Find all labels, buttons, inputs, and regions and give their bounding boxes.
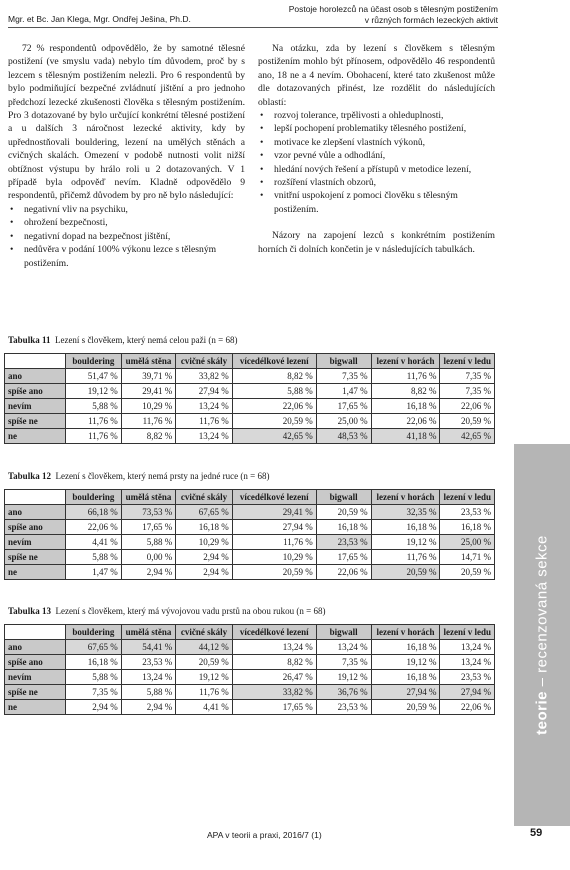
table-cell: 16,18 % [176, 520, 232, 535]
bullet-icon: • [10, 203, 14, 215]
table-cell: 25,00 % [440, 535, 495, 550]
table-corner-cell [5, 490, 66, 505]
table-cell: 13,24 % [176, 429, 232, 444]
row-label: nevím [5, 670, 66, 685]
table-cell: 11,76 % [371, 550, 440, 565]
list-item-text: rozvoj tolerance, trpělivosti a ohleduplnosti, [274, 110, 444, 122]
table-cell: 23,53 % [316, 700, 371, 715]
table-cell: 5,88 % [66, 670, 122, 685]
row-label: spíše ano [5, 520, 66, 535]
table-cell: 16,18 % [316, 520, 371, 535]
table-cell: 20,59 % [176, 655, 232, 670]
bullet-list-reasons [8, 203, 245, 270]
table-header-row [5, 490, 495, 505]
table-cell: 22,06 % [66, 520, 122, 535]
data-table-11 [4, 353, 495, 444]
sidebar-word-theory: teorie [533, 691, 551, 735]
table-row [5, 399, 495, 414]
table-cell: 5,88 % [66, 550, 122, 565]
table-cell: 73,53 % [121, 505, 176, 520]
column-header: cvičné skály [176, 625, 232, 640]
column-header: umělá stěna [121, 625, 176, 640]
table-cell: 22,06 % [371, 414, 440, 429]
table-cell: 11,76 % [371, 369, 440, 384]
row-label: spíše ano [5, 655, 66, 670]
bullet-icon: • [260, 190, 264, 202]
table-cell: 5,88 % [66, 399, 122, 414]
table-cell: 2,94 % [66, 700, 122, 715]
table-cell: 39,71 % [121, 369, 176, 384]
footer-journal: APA v teorii a praxi, 2016/7 (1) [207, 830, 322, 840]
table-cell: 16,18 % [371, 640, 440, 655]
row-label: spíše ne [5, 414, 66, 429]
table-cell: 10,29 % [176, 535, 232, 550]
column-header: umělá stěna [121, 354, 176, 369]
body-paragraph: Na otázku, zda by lezení s člověkem s tělesným postižením mohlo být přínosem, odpovědělo 46 respondentů ano, 18 ne a 4 nevím. Obohacení, které tato zkušenost může dle dotazovaných přinést, lze rozdělit do následujících oblastí: [258, 43, 495, 108]
table-caption [8, 471, 269, 481]
row-label: ano [5, 640, 66, 655]
table-cell: 27,94 % [232, 520, 316, 535]
row-label: nevím [5, 535, 66, 550]
body-paragraph: Názory na zapojení lezců s konkrétním postižením horních či dolních končetin je v následujících tabulkách. [258, 230, 495, 255]
column-header: bigwall [316, 354, 371, 369]
table-cell: 8,82 % [232, 369, 316, 384]
list-item [258, 176, 495, 189]
table-cell: 13,24 % [316, 640, 371, 655]
column-header: lezení v horách [371, 490, 440, 505]
column-header: bouldering [66, 354, 122, 369]
table-row [5, 700, 495, 715]
table-cell: 10,29 % [121, 399, 176, 414]
section-sidebar-label [534, 535, 551, 735]
header-rule [8, 27, 498, 28]
table-row [5, 565, 495, 580]
column-header: cvičné skály [176, 354, 232, 369]
table-cell: 11,76 % [232, 535, 316, 550]
row-label: spíše ano [5, 384, 66, 399]
table-cell: 16,18 % [66, 655, 122, 670]
list-item [8, 216, 245, 229]
column-header: bouldering [66, 625, 122, 640]
table-cell: 22,06 % [316, 565, 371, 580]
table-row [5, 505, 495, 520]
table-cell: 2,94 % [176, 565, 232, 580]
list-item-text: rozšíření vlastních obzorů, [274, 177, 377, 189]
bullet-icon: • [260, 123, 264, 135]
table-corner-cell [5, 354, 66, 369]
table-cell: 16,18 % [371, 670, 440, 685]
table-cell: 17,65 % [232, 700, 316, 715]
table-cell: 42,65 % [232, 429, 316, 444]
table-cell: 20,59 % [371, 565, 440, 580]
column-header: lezení v ledu [440, 490, 495, 505]
table-cell: 13,24 % [440, 640, 495, 655]
column-header: lezení v horách [371, 625, 440, 640]
table-cell: 29,41 % [121, 384, 176, 399]
table-cell: 2,94 % [121, 700, 176, 715]
table-cell: 44,12 % [176, 640, 232, 655]
table-cell: 41,18 % [371, 429, 440, 444]
column-header: vícedélkové lezení [232, 625, 316, 640]
table-cell: 7,35 % [316, 369, 371, 384]
sidebar-dash: – [533, 672, 551, 692]
table-cell: 25,00 % [316, 414, 371, 429]
table-cell: 23,53 % [440, 505, 495, 520]
table-cell: 4,41 % [66, 535, 122, 550]
table-cell: 22,06 % [440, 700, 495, 715]
table-cell: 42,65 % [440, 429, 495, 444]
table-cell: 17,65 % [316, 399, 371, 414]
table-cell: 11,76 % [66, 414, 122, 429]
row-label: ne [5, 700, 66, 715]
table-cell: 16,18 % [371, 520, 440, 535]
page-number: 59 [530, 827, 543, 839]
table-cell: 2,94 % [121, 565, 176, 580]
row-label: ano [5, 369, 66, 384]
list-item-text: lepší pochopení problematiky tělesného postižení, [274, 123, 467, 135]
table-cell: 29,41 % [232, 505, 316, 520]
table-cell: 0,00 % [121, 550, 176, 565]
table-row [5, 640, 495, 655]
table-cell: 20,59 % [232, 414, 316, 429]
list-item [8, 243, 245, 270]
table-row [5, 685, 495, 700]
sidebar-word-reviewed: recenzovaná sekce [533, 535, 551, 673]
column-header: lezení v ledu [440, 625, 495, 640]
table-cell: 13,24 % [440, 655, 495, 670]
table-header-row [5, 354, 495, 369]
table-cell: 2,94 % [176, 550, 232, 565]
table-cell: 8,82 % [232, 655, 316, 670]
table-cell: 27,94 % [440, 685, 495, 700]
column-header: bigwall [316, 625, 371, 640]
list-item-text: hledání nových řešení a přístupů v metodice lezení, [274, 163, 472, 175]
table-cell: 5,88 % [232, 384, 316, 399]
bullet-icon: • [260, 136, 264, 148]
table-cell: 51,47 % [66, 369, 122, 384]
column-header: umělá stěna [121, 490, 176, 505]
table-cell: 54,41 % [121, 640, 176, 655]
table-corner-cell [5, 625, 66, 640]
table-caption-text: Lezení s člověkem, který má vývojovou vadu prstů na obou rukou (n = 68) [55, 606, 326, 616]
column-header: bigwall [316, 490, 371, 505]
list-item [258, 109, 495, 122]
row-label: ne [5, 429, 66, 444]
table-cell: 5,88 % [121, 535, 176, 550]
table-cell: 5,88 % [121, 685, 176, 700]
column-header: vícedélkové lezení [232, 354, 316, 369]
table-cell: 27,94 % [176, 384, 232, 399]
table-cell: 20,59 % [371, 700, 440, 715]
running-header-authors: Mgr. et Bc. Jan Klega, Mgr. Ondřej Ješina, Ph.D. [8, 14, 191, 24]
list-item [258, 149, 495, 162]
table-label: Tabulka 11 [8, 335, 51, 345]
bullet-icon: • [260, 163, 264, 175]
body-paragraph: 72 % respondentů odpovědělo, že by samotné tělesné postižení (ve smyslu vada) nebylo tím důvodem, proč by s lezcem s tělesným postižením nelezli. Pro 6 respondentů by bylo podmiňující bezpečné zvládnutí jištění a pro jednoho předchozí lezecké zkušenosti člověka s tělesným postižením. Pro 3 dotazované by bylo určující konkrétní tělesné postižení a u dalších 3 náročnost lezecké aktivity, kdy by upřednostňovali bouldering, lezení na umělých stěnách a cvičných skalách. Omezení v podobě nutnosti volit nižší obtížnost výstupu by hrálo roli u 2 dotazovaných. V 1 případě byla odpověď nevím. Kladně odpovědělo 9 respondentů, přičemž důvodem by pro ně bylo následující: [8, 43, 245, 202]
table-row [5, 550, 495, 565]
table-cell: 26,47 % [232, 670, 316, 685]
paragraph-gap [258, 216, 495, 229]
list-item-text: vnitřní uspokojení z pomoci člověku s tělesným postižením. [274, 190, 458, 215]
bullet-icon: • [10, 244, 14, 256]
table-cell: 33,82 % [232, 685, 316, 700]
table-cell: 67,65 % [66, 640, 122, 655]
data-table-13 [4, 624, 495, 715]
table-cell: 13,24 % [232, 640, 316, 655]
table-label: Tabulka 13 [8, 606, 51, 616]
table-row [5, 670, 495, 685]
bullet-icon: • [260, 177, 264, 189]
row-label: spíše ne [5, 550, 66, 565]
table-cell: 27,94 % [371, 685, 440, 700]
table-row [5, 414, 495, 429]
right-text-column [258, 42, 495, 256]
table-cell: 16,18 % [371, 399, 440, 414]
bullet-icon: • [260, 110, 264, 122]
list-item-text: negativní vliv na psychiku, [24, 203, 128, 215]
row-label: spíše ne [5, 685, 66, 700]
table-cell: 23,53 % [121, 655, 176, 670]
table-cell: 11,76 % [176, 685, 232, 700]
table-cell: 23,53 % [440, 670, 495, 685]
table-cell: 19,12 % [371, 535, 440, 550]
table-row [5, 535, 495, 550]
table-cell: 19,12 % [371, 655, 440, 670]
table-row [5, 369, 495, 384]
table-cell: 8,82 % [121, 429, 176, 444]
table-cell: 7,35 % [440, 384, 495, 399]
table-cell: 11,76 % [176, 414, 232, 429]
list-item [8, 230, 245, 243]
table-cell: 17,65 % [121, 520, 176, 535]
section-sidebar [514, 444, 570, 826]
list-item [258, 163, 495, 176]
column-header: cvičné skály [176, 490, 232, 505]
table-cell: 17,65 % [316, 550, 371, 565]
bullet-list-benefits [258, 109, 495, 216]
table-cell: 23,53 % [316, 535, 371, 550]
table-cell: 66,18 % [66, 505, 122, 520]
table-cell: 13,24 % [121, 670, 176, 685]
bullet-icon: • [10, 230, 14, 242]
list-item-text: nedůvěra v podání 100% výkonu lezce s tělesným postižením. [24, 244, 217, 269]
table-cell: 1,47 % [66, 565, 122, 580]
table-cell: 20,59 % [316, 505, 371, 520]
table-cell: 11,76 % [121, 414, 176, 429]
column-header: lezení v ledu [440, 354, 495, 369]
table-cell: 33,82 % [176, 369, 232, 384]
table-label: Tabulka 12 [8, 471, 51, 481]
table-caption-text: Lezení s člověkem, který nemá celou paži (n = 68) [54, 335, 238, 345]
running-header-title-line2: v různých formách lezeckých aktivit [364, 15, 498, 25]
table-cell: 10,29 % [232, 550, 316, 565]
table-header-row [5, 625, 495, 640]
table-row [5, 384, 495, 399]
running-header-title [289, 4, 498, 26]
table-cell: 20,59 % [440, 565, 495, 580]
list-item-text: ohrožení bezpečnosti, [24, 217, 108, 229]
table-cell: 19,12 % [176, 670, 232, 685]
list-item [258, 189, 495, 216]
table-cell: 14,71 % [440, 550, 495, 565]
column-header: lezení v horách [371, 354, 440, 369]
table-cell: 20,59 % [232, 565, 316, 580]
table-cell: 4,41 % [176, 700, 232, 715]
table-caption-text: Lezení s člověkem, který nemá prsty na jedné ruce (n = 68) [55, 471, 270, 481]
row-label: nevím [5, 399, 66, 414]
table-caption [8, 606, 325, 616]
left-text-column [8, 42, 245, 270]
list-item [258, 136, 495, 149]
table-cell: 7,35 % [440, 369, 495, 384]
table-row [5, 655, 495, 670]
table-cell: 7,35 % [316, 655, 371, 670]
table-cell: 7,35 % [66, 685, 122, 700]
table-cell: 48,53 % [316, 429, 371, 444]
table-row [5, 429, 495, 444]
table-cell: 36,76 % [316, 685, 371, 700]
list-item [8, 203, 245, 216]
table-cell: 20,59 % [440, 414, 495, 429]
table-row [5, 520, 495, 535]
table-caption [8, 335, 237, 345]
table-cell: 8,82 % [371, 384, 440, 399]
list-item-text: negativní dopad na bezpečnost jištění, [24, 230, 171, 242]
row-label: ne [5, 565, 66, 580]
bullet-icon: • [10, 217, 14, 229]
table-cell: 19,12 % [316, 670, 371, 685]
table-cell: 19,12 % [66, 384, 122, 399]
column-header: vícedélkové lezení [232, 490, 316, 505]
table-cell: 22,06 % [232, 399, 316, 414]
list-item-text: vzor pevné vůle a odhodlání, [274, 150, 386, 162]
row-label: ano [5, 505, 66, 520]
data-table-12 [4, 489, 495, 580]
bullet-icon: • [260, 150, 264, 162]
running-header-title-line1: Postoje horolezců na účast osob s tělesným postižením [288, 4, 498, 14]
list-item [258, 122, 495, 135]
table-cell: 22,06 % [440, 399, 495, 414]
table-cell: 1,47 % [316, 384, 371, 399]
table-cell: 16,18 % [440, 520, 495, 535]
table-cell: 67,65 % [176, 505, 232, 520]
table-cell: 13,24 % [176, 399, 232, 414]
table-cell: 11,76 % [66, 429, 122, 444]
list-item-text: motivace ke zlepšení vlastních výkonů, [274, 136, 426, 148]
table-cell: 32,35 % [371, 505, 440, 520]
column-header: bouldering [66, 490, 122, 505]
